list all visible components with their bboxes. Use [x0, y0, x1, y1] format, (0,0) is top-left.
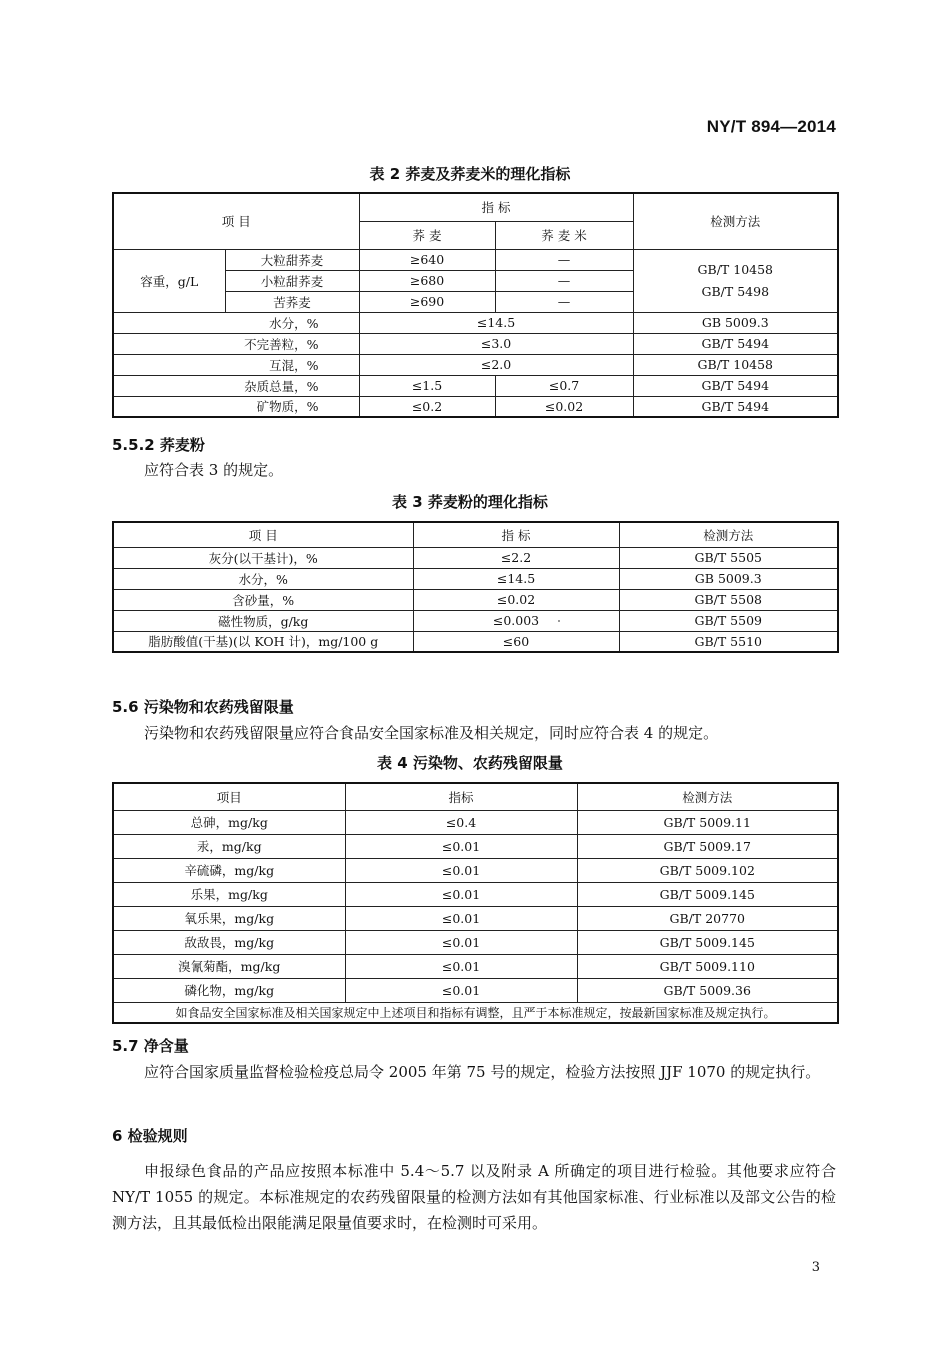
- table-row: [113, 589, 838, 610]
- table-row: [113, 631, 838, 652]
- table2-cell: 水分，%: [113, 312, 359, 333]
- section-text-5-7: 应符合国家质量监督检验检疫总局令 2005 年第 75 号的规定，检验方法按照 JJF 1070 的规定执行。: [144, 1063, 821, 1081]
- section-text-6: 申报绿色食品的产品应按照本标准中 5.4～5.7 以及附录 A 所确定的项目进行检验。其他要求应符合 NY/T 1055 的规定。本标准规定的农药残留限量的检测方法如有其他国家标准、行业标准以及部文公告的检测方法，且其最低检出限能满足限量值要求时，在检测时可采用。: [112, 1162, 836, 1232]
- table2-cell: 互混，%: [113, 354, 359, 375]
- table2-cell: ≤2.0: [359, 354, 633, 375]
- table4-cell: GB/T 5009.102: [577, 858, 838, 882]
- table2-cell: 小粒甜荞麦: [225, 270, 359, 291]
- table2-cell: ≤1.5: [359, 375, 495, 396]
- table4: [112, 782, 839, 1024]
- table4-cell: ≤0.01: [345, 882, 577, 906]
- section-heading-5-6: 5.6 污染物和农药残留限量: [112, 698, 294, 716]
- table2-cell: GB 5009.3: [633, 312, 838, 333]
- table4-cell: GB/T 5009.11: [577, 810, 838, 834]
- table2-cell: 矿物质，%: [113, 396, 359, 417]
- table4-cell: GB/T 5009.145: [577, 930, 838, 954]
- table2-cell: GB/T 5494: [633, 333, 838, 354]
- table2: [112, 192, 839, 418]
- table4-cell: 乐果，mg/kg: [113, 882, 345, 906]
- table2-cell: ≥690: [359, 291, 495, 312]
- table-row: [113, 610, 838, 631]
- table2-method-line: GB/T 5498: [701, 283, 770, 299]
- table3-cell: 灰分(以干基计)，%: [113, 547, 413, 568]
- table-row: [113, 312, 838, 333]
- table4-cell: 磷化物，mg/kg: [113, 978, 345, 1002]
- table2-cell: 不完善粒，%: [113, 333, 359, 354]
- table3-cell: GB/T 5508: [619, 589, 838, 610]
- table2-cell: ≤14.5: [359, 312, 633, 333]
- table4-cell: 敌敌畏，mg/kg: [113, 930, 345, 954]
- table4-header-indicator: 指标: [345, 783, 577, 810]
- table3: [112, 521, 839, 653]
- table2-header-rice: 荞 麦 米: [495, 221, 633, 249]
- table4-cell: 辛硫磷，mg/kg: [113, 858, 345, 882]
- table2-cell: 杂质总量，%: [113, 375, 359, 396]
- table3-cell: ≤60: [413, 631, 619, 652]
- table2-cell: GB/T 5494: [633, 396, 838, 417]
- table-row: [113, 568, 838, 589]
- table4-cell: GB/T 5009.36: [577, 978, 838, 1002]
- table4-header-method: 检测方法: [577, 783, 838, 810]
- table4-cell: 溴氰菊酯，mg/kg: [113, 954, 345, 978]
- table3-header-indicator: 指 标: [413, 522, 619, 547]
- table-row: [113, 354, 838, 375]
- table-row: [113, 810, 838, 834]
- table3-cell: ≤0.003: [413, 610, 619, 631]
- table-row: [113, 930, 838, 954]
- table3-cell: 脂肪酸值(干基)(以 KOH 计)，mg/100 g: [113, 631, 413, 652]
- table2-cell: —: [495, 249, 633, 270]
- table4-cell: 氧乐果，mg/kg: [113, 906, 345, 930]
- table-row: [113, 882, 838, 906]
- standard-code: NY/T 894—2014: [706, 117, 836, 136]
- table4-cell: ≤0.01: [345, 858, 577, 882]
- table-row: [113, 249, 838, 270]
- table-row: [113, 547, 838, 568]
- table3-caption: 表 3 荞麦粉的理化指标: [392, 493, 548, 511]
- table2-header-item: 项 目: [113, 193, 359, 249]
- table3-cell: GB/T 5509: [619, 610, 838, 631]
- table2-cell: 苦荞麦: [225, 291, 359, 312]
- table2-bulk-density-label: 容重，g/L: [113, 249, 225, 312]
- table2-method-line: GB/T 10458: [697, 261, 774, 277]
- table3-cell: GB/T 5510: [619, 631, 838, 652]
- table4-cell: ≤0.01: [345, 906, 577, 930]
- table2-header-indicator: 指 标: [359, 193, 633, 221]
- table2-cell: GB/T 10458: [633, 354, 838, 375]
- table-row: [113, 375, 838, 396]
- table4-cell: 总砷，mg/kg: [113, 810, 345, 834]
- table2-cell: ≥680: [359, 270, 495, 291]
- table4-caption: 表 4 污染物、农药残留限量: [377, 754, 563, 772]
- table4-cell: ≤0.4: [345, 810, 577, 834]
- section-heading-5-5-2: 5.5.2 荞麦粉: [112, 436, 205, 454]
- table3-cell: 磁性物质，g/kg: [113, 610, 413, 631]
- table4-cell: 汞，mg/kg: [113, 834, 345, 858]
- table4-cell: GB/T 20770: [577, 906, 838, 930]
- table3-cell: ≤14.5: [413, 568, 619, 589]
- table2-caption: 表 2 荞麦及荞麦米的理化指标: [369, 165, 571, 183]
- table3-cell: GB/T 5505: [619, 547, 838, 568]
- table2-cell: —: [495, 270, 633, 291]
- section-text-5-5-2: 应符合表 3 的规定。: [144, 461, 284, 479]
- table-row: [113, 396, 838, 417]
- table2-bulk-density-method: [633, 249, 838, 312]
- table4-cell: GB/T 5009.145: [577, 882, 838, 906]
- section-text-5-6: 污染物和农药残留限量应符合食品安全国家标准及相关规定，同时应符合表 4 的规定。: [144, 724, 719, 742]
- section-heading-6: 6 检验规则: [112, 1127, 188, 1145]
- table4-cell: ≤0.01: [345, 978, 577, 1002]
- table4-cell: GB/T 5009.110: [577, 954, 838, 978]
- table4-cell: ≤0.01: [345, 954, 577, 978]
- table3-cell: 水分，%: [113, 568, 413, 589]
- table2-cell: —: [495, 291, 633, 312]
- table-row: [113, 978, 838, 1002]
- table4-header-item: 项目: [113, 783, 345, 810]
- table-row: [113, 954, 838, 978]
- table2-cell: GB/T 5494: [633, 375, 838, 396]
- table2-cell: 大粒甜荞麦: [225, 249, 359, 270]
- page-number: 3: [811, 1260, 820, 1275]
- table3-cell: 含砂量，%: [113, 589, 413, 610]
- table2-header-method: 检测方法: [633, 193, 838, 249]
- table4-cell: ≤0.01: [345, 834, 577, 858]
- table2-header-buckwheat: 荞 麦: [359, 221, 495, 249]
- table-row: [113, 333, 838, 354]
- table4-cell: GB/T 5009.17: [577, 834, 838, 858]
- scan-speck: [558, 620, 560, 622]
- table2-cell: ≤0.7: [495, 375, 633, 396]
- table3-cell: ≤0.02: [413, 589, 619, 610]
- table4-note: 如食品安全国家标准及相关国家规定中上述项目和指标有调整，且严于本标准规定，按最新国家标准及规定执行。: [113, 1002, 838, 1023]
- table4-cell: ≤0.01: [345, 930, 577, 954]
- table-row: [113, 906, 838, 930]
- table2-cell: ≤0.02: [495, 396, 633, 417]
- table3-header-item: 项 目: [113, 522, 413, 547]
- table-row: [113, 858, 838, 882]
- table3-cell: ≤2.2: [413, 547, 619, 568]
- table3-cell: GB 5009.3: [619, 568, 838, 589]
- table3-header-method: 检测方法: [619, 522, 838, 547]
- section-heading-5-7: 5.7 净含量: [112, 1037, 189, 1055]
- table2-cell: ≤0.2: [359, 396, 495, 417]
- table-row: [113, 834, 838, 858]
- table2-cell: ≥640: [359, 249, 495, 270]
- table2-cell: ≤3.0: [359, 333, 633, 354]
